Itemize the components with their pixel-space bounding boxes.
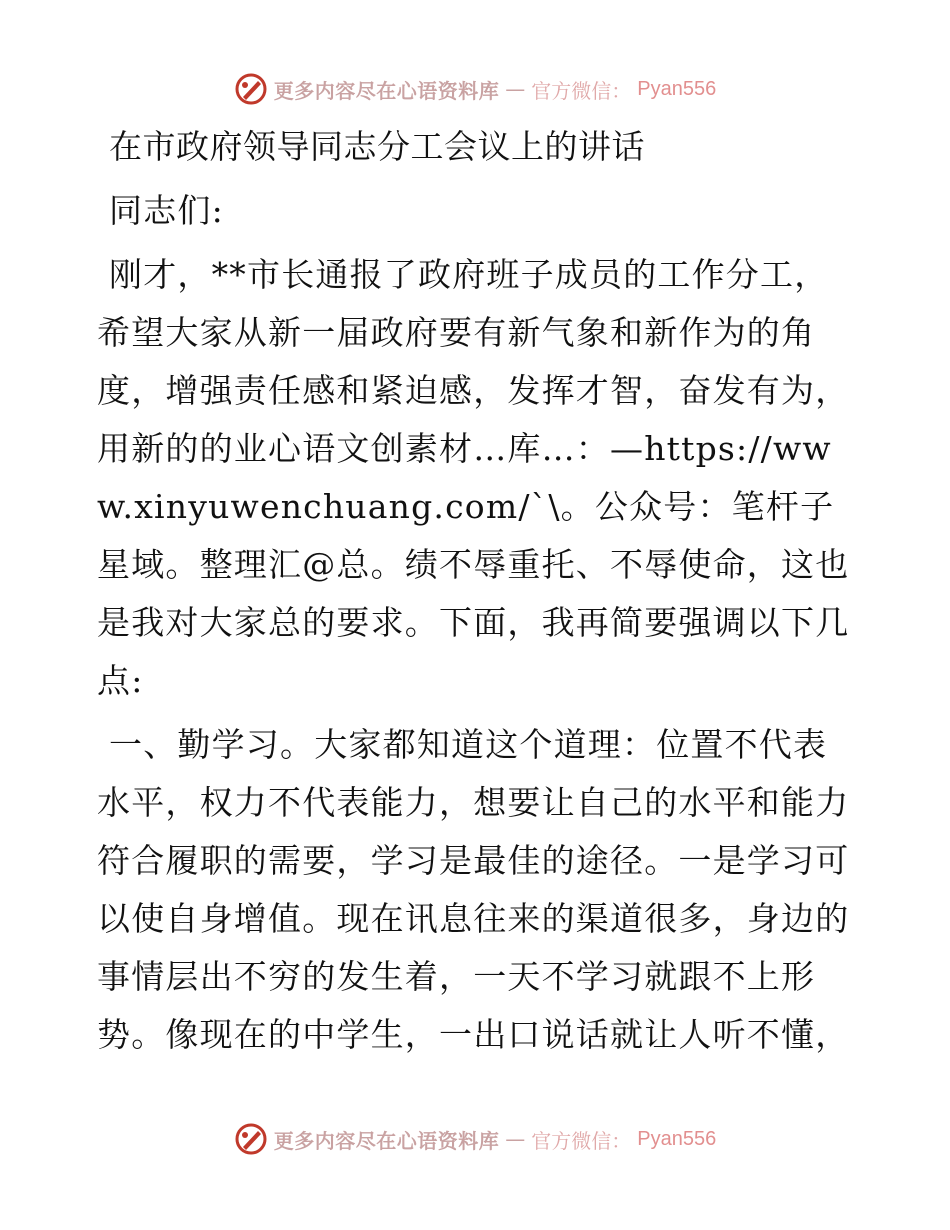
- quill-seal-icon: [234, 1122, 268, 1156]
- document-title: 在市政府领导同志分工会议上的讲话: [109, 127, 645, 166]
- salutation: 同志们:: [109, 191, 224, 230]
- banner-separator: —: [505, 1127, 526, 1151]
- banner-sub-text: 官方微信：: [531, 1128, 632, 1153]
- banner-separator: —: [505, 77, 526, 101]
- header-banner: [0, 69, 950, 109]
- paragraph-1: 刚才，**市长通报了政府班子成员的工作分工，希望大家从新一届政府要有新气象和新作为的角度，增强责任感和紧迫感，发挥才智，奋发有为，用新的的业心语文创素材…库…：—https://www.xinyuwenchuang.com/`\。公众号：笔杆子星域。整理汇@总。绩不辱重托、不辱使命，这也是我对大家总的要求。下面，我再简要强调以下几点:: [97, 255, 850, 700]
- banner-main-text: 更多内容尽在心语资料库: [273, 1128, 500, 1153]
- banner-account: Pyan556: [637, 77, 717, 100]
- quill-seal-icon: [234, 72, 268, 106]
- banner-account: Pyan556: [637, 1127, 717, 1150]
- footer-banner: [0, 1119, 950, 1159]
- banner-main-text: 更多内容尽在心语资料库: [273, 78, 500, 103]
- paragraph-2: 一、勤学习。大家都知道这个道理：位置不代表水平，权力不代表能力，想要让自己的水平和能力符合履职的需要，学习是最佳的途径。一是学习可以使自身增值。现在讯息往来的渠道很多，身边的事情层出不穷的发生着，一天不学习就跟不上形势。像现在的中学生，一出口说话就让人听不懂，: [97, 725, 850, 1054]
- document-body: [97, 118, 857, 1070]
- banner-sub-text: 官方微信：: [531, 78, 632, 103]
